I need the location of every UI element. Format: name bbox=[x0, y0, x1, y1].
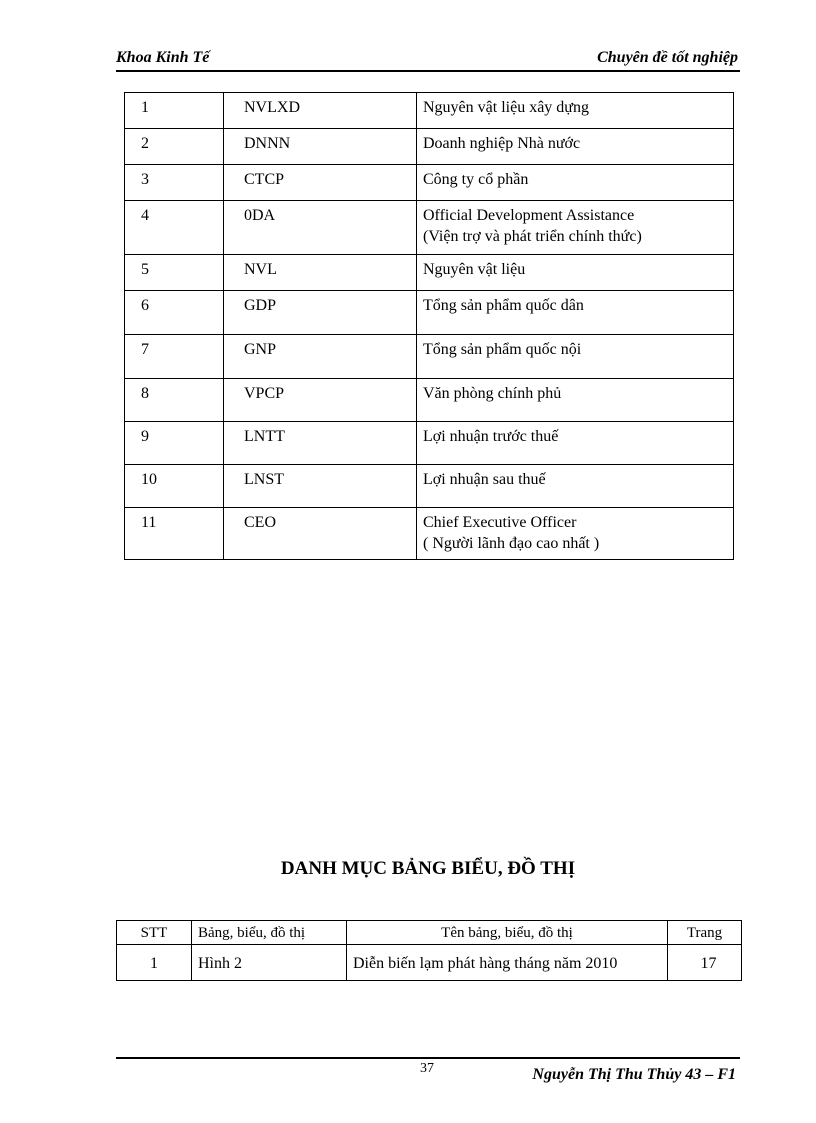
row-number: 10 bbox=[125, 465, 224, 508]
abbreviation-table bbox=[124, 92, 734, 560]
meaning-line: Lợi nhuận sau thuế bbox=[423, 471, 546, 488]
header-topic: Chuyên đề tốt nghiệp bbox=[597, 49, 738, 66]
row-name: Diễn biến lạm phát hàng tháng năm 2010 bbox=[347, 945, 668, 981]
table-row bbox=[125, 93, 734, 129]
abbreviation-meaning bbox=[417, 422, 734, 465]
meaning-line: Tổng sản phẩm quốc nội bbox=[423, 341, 582, 358]
abbreviation-code: LNTT bbox=[224, 422, 417, 465]
row-number: 5 bbox=[125, 255, 224, 291]
page-number: 37 bbox=[420, 1061, 434, 1076]
abbreviation-code: VPCP bbox=[224, 379, 417, 422]
abbreviation-code: GDP bbox=[224, 291, 417, 335]
header-name: Tên bảng, biểu, đồ thị bbox=[347, 921, 668, 945]
abbreviation-meaning bbox=[417, 291, 734, 335]
abbreviation-code: CTCP bbox=[224, 165, 417, 201]
abbreviation-code: GNP bbox=[224, 335, 417, 379]
table-row bbox=[125, 201, 734, 255]
meaning-line: Văn phòng chính phủ bbox=[423, 385, 562, 402]
row-number: 3 bbox=[125, 165, 224, 201]
abbreviation-code: 0DA bbox=[224, 201, 417, 255]
abbreviation-meaning bbox=[417, 379, 734, 422]
meaning-line: Chief Executive Officer bbox=[423, 514, 577, 531]
row-number: 7 bbox=[125, 335, 224, 379]
figure-list-table bbox=[116, 920, 742, 981]
page-header bbox=[116, 46, 740, 72]
abbreviation-meaning bbox=[417, 93, 734, 129]
table-row bbox=[117, 945, 742, 981]
header-stt: STT bbox=[117, 921, 192, 945]
table-row bbox=[125, 508, 734, 560]
meaning-line: (Viện trợ và phát triển chính thức) bbox=[423, 228, 642, 245]
table-header-row bbox=[117, 921, 742, 945]
abbreviation-code: CEO bbox=[224, 508, 417, 560]
meaning-line: Official Development Assistance bbox=[423, 207, 635, 224]
row-stt: 1 bbox=[117, 945, 192, 981]
abbreviation-meaning bbox=[417, 255, 734, 291]
abbreviation-meaning bbox=[417, 165, 734, 201]
row-number: 9 bbox=[125, 422, 224, 465]
footer-divider bbox=[116, 1057, 740, 1059]
row-page: 17 bbox=[668, 945, 742, 981]
abbreviation-code: DNNN bbox=[224, 129, 417, 165]
table-row bbox=[125, 422, 734, 465]
row-number: 8 bbox=[125, 379, 224, 422]
meaning-line: Nguyên vật liệu bbox=[423, 261, 526, 278]
row-number: 6 bbox=[125, 291, 224, 335]
abbreviation-meaning bbox=[417, 335, 734, 379]
table-row bbox=[125, 291, 734, 335]
table-row bbox=[125, 255, 734, 291]
row-number: 1 bbox=[125, 93, 224, 129]
header-page: Trang bbox=[668, 921, 742, 945]
abbreviation-code: LNST bbox=[224, 465, 417, 508]
table-row bbox=[125, 465, 734, 508]
table-row bbox=[125, 335, 734, 379]
abbreviation-code: NVLXD bbox=[224, 93, 417, 129]
meaning-line: Nguyên vật liệu xây dựng bbox=[423, 99, 589, 116]
row-number: 4 bbox=[125, 201, 224, 255]
header-type: Bảng, biểu, đồ thị bbox=[192, 921, 347, 945]
header-faculty: Khoa Kinh Tế bbox=[116, 49, 210, 66]
row-type: Hình 2 bbox=[192, 945, 347, 981]
table-row bbox=[125, 129, 734, 165]
abbreviation-meaning bbox=[417, 201, 734, 255]
meaning-line: Lợi nhuận trước thuế bbox=[423, 428, 559, 445]
table-row bbox=[125, 379, 734, 422]
row-number: 11 bbox=[125, 508, 224, 560]
table-row bbox=[125, 165, 734, 201]
footer-author: Nguyễn Thị Thu Thủy 43 – F1 bbox=[532, 1066, 736, 1083]
abbreviation-meaning bbox=[417, 508, 734, 560]
meaning-line: ( Người lãnh đạo cao nhất ) bbox=[423, 535, 600, 552]
abbreviation-meaning bbox=[417, 129, 734, 165]
meaning-line: Công ty cổ phần bbox=[423, 171, 529, 188]
abbreviation-meaning bbox=[417, 465, 734, 508]
meaning-line: Tổng sản phẩm quốc dân bbox=[423, 297, 584, 314]
section-title: DANH MỤC BẢNG BIỂU, ĐỒ THỊ bbox=[280, 858, 576, 879]
row-number: 2 bbox=[125, 129, 224, 165]
meaning-line: Doanh nghiệp Nhà nước bbox=[423, 135, 581, 152]
abbreviation-code: NVL bbox=[224, 255, 417, 291]
